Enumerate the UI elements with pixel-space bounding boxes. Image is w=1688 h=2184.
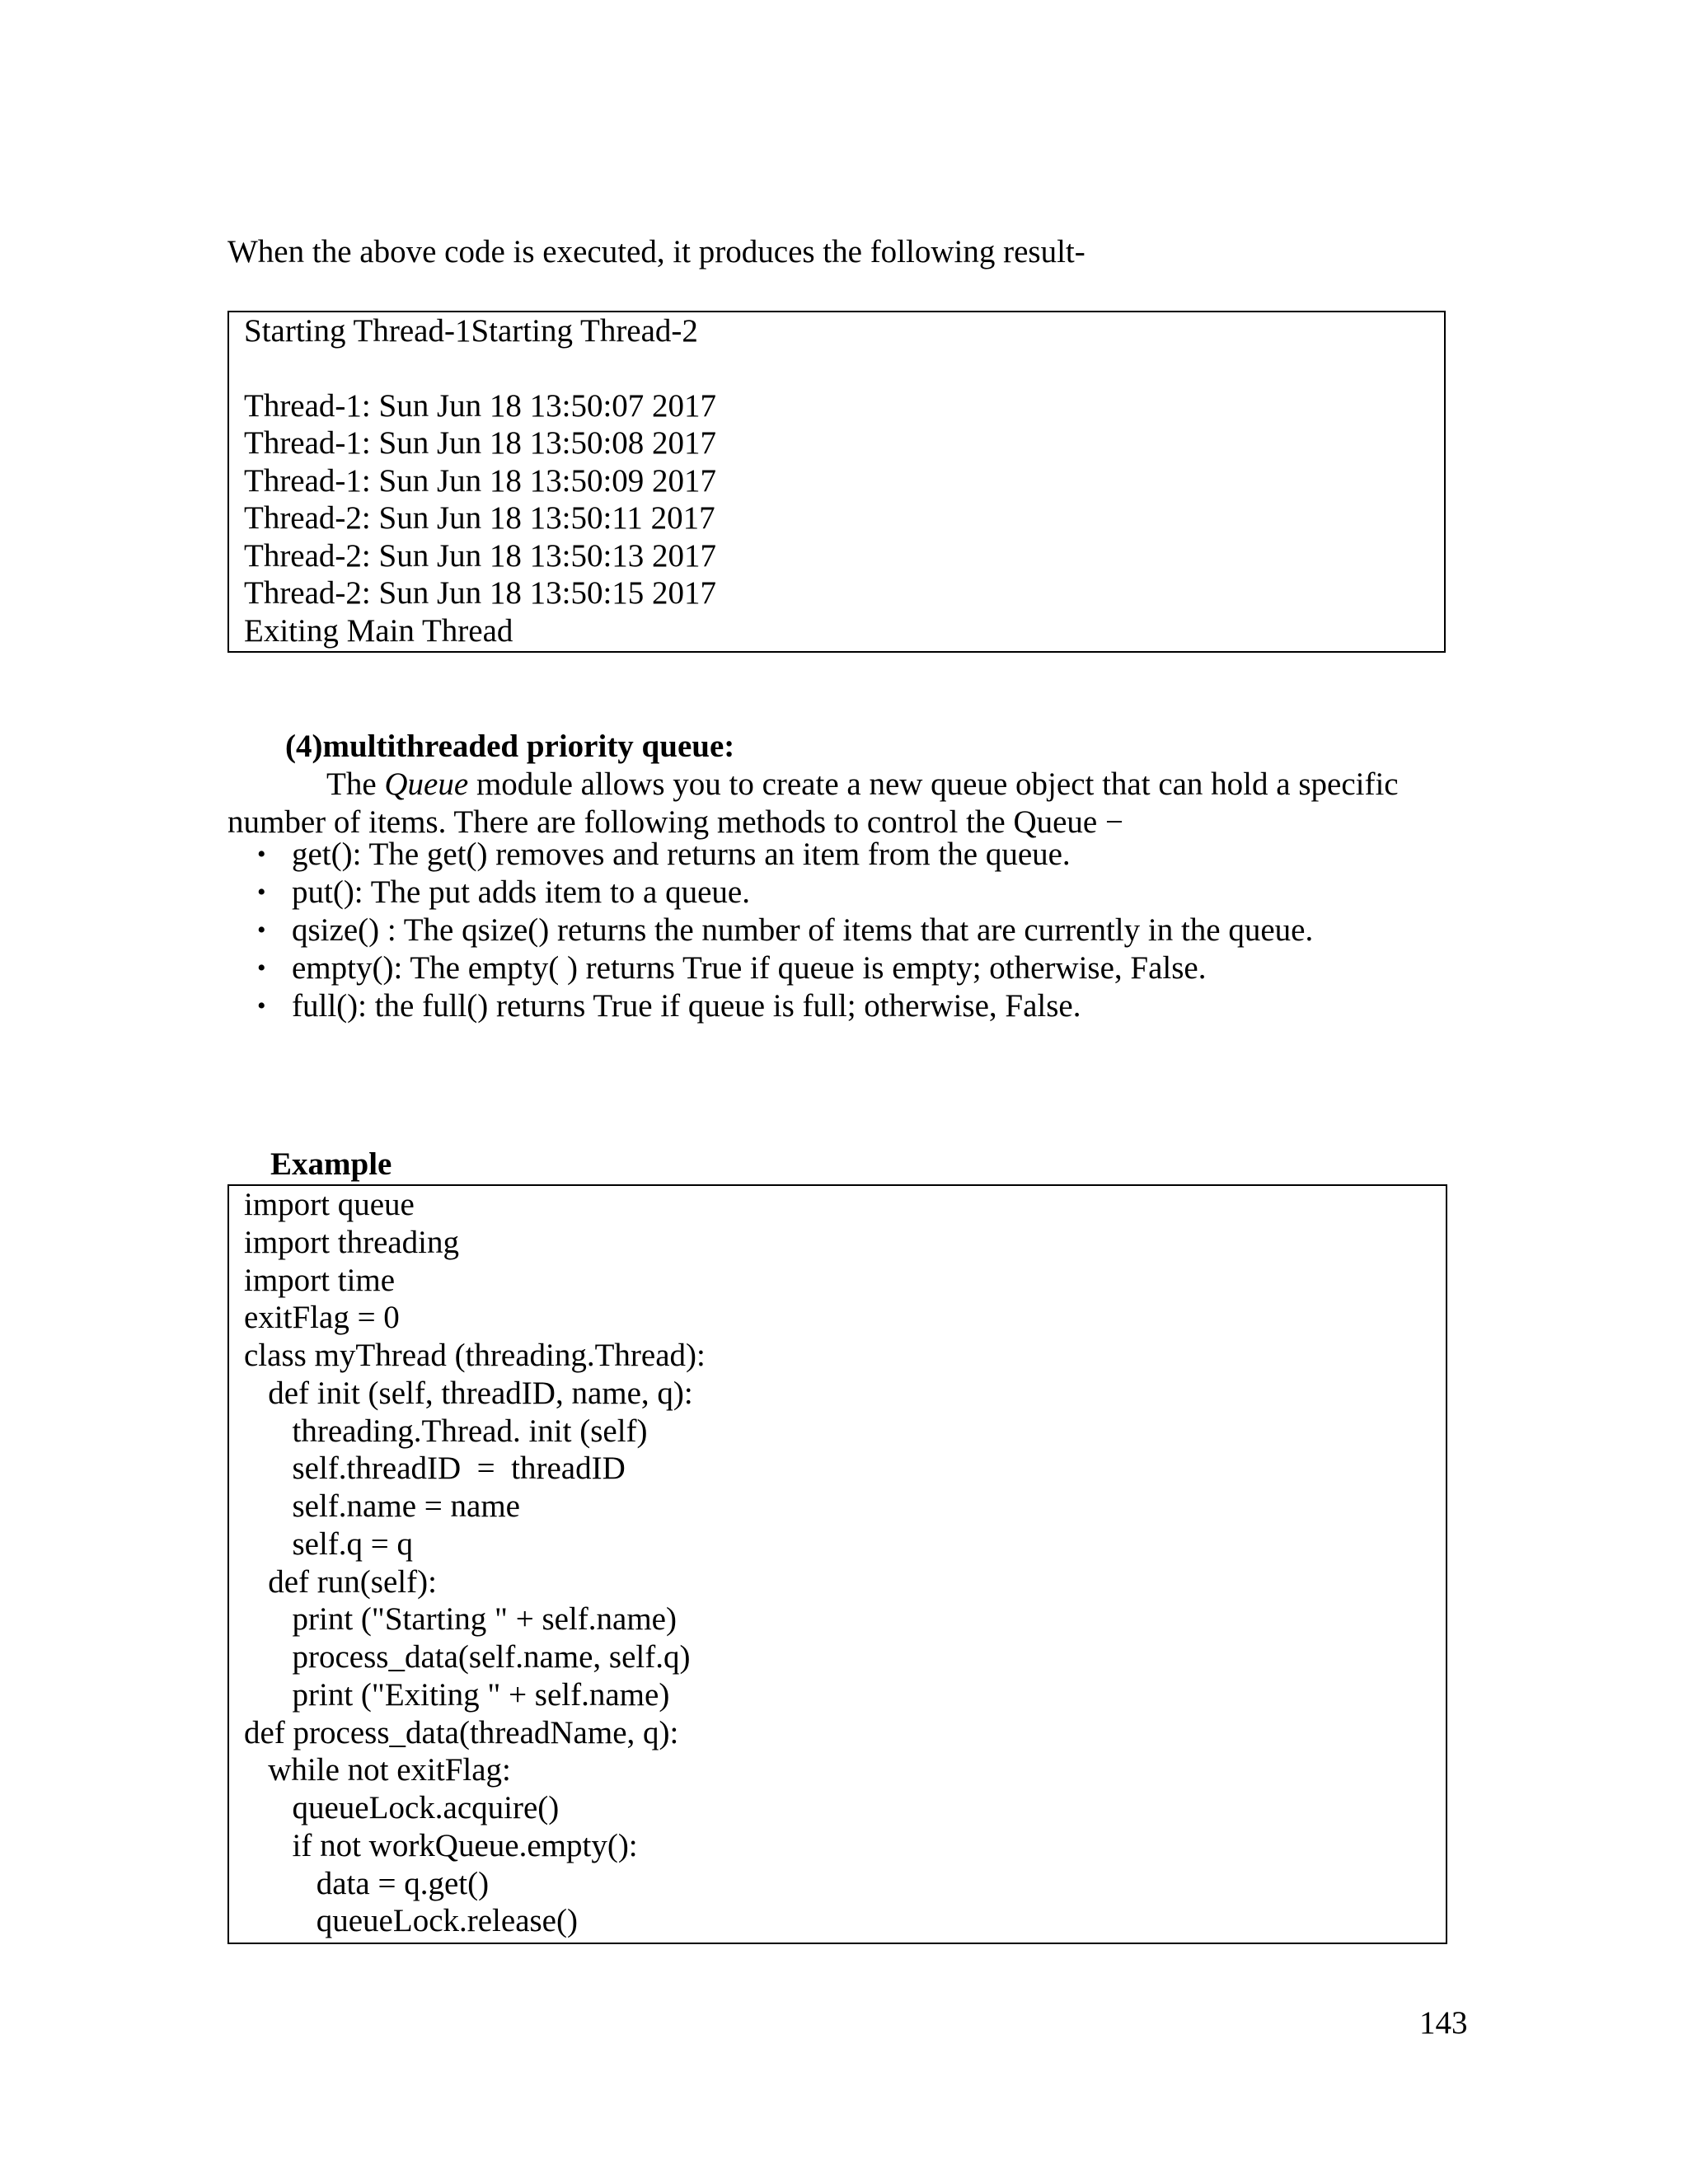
output-line: Thread-2: Sun Jun 18 13:50:13 2017 — [244, 538, 717, 574]
code-line: self.threadID = threadID — [244, 1451, 626, 1486]
list-item-text: empty(): The empty( ) returns True if queue is empty; otherwise, False. — [292, 950, 1207, 986]
code-line: while not exitFlag: — [244, 1752, 511, 1788]
code-line: self.name = name — [244, 1488, 520, 1524]
intro-text: When the above code is executed, it produces the following result- — [227, 234, 1085, 269]
bullet-icon: • — [257, 992, 266, 1019]
output-line: Thread-1: Sun Jun 18 13:50:08 2017 — [244, 425, 717, 461]
list-item-text: put(): The put adds item to a queue. — [292, 874, 750, 910]
list-item-text: full(): the full() returns True if queue is full; otherwise, False. — [292, 988, 1081, 1024]
code-line: print ("Starting " + self.name) — [244, 1601, 677, 1637]
section-paragraph-line-2: number of items. There are following methods to control the Queue − — [227, 804, 1123, 840]
output-box — [227, 311, 1446, 653]
code-line: print ("Exiting " + self.name) — [244, 1677, 670, 1713]
code-line: if not workQueue.empty(): — [244, 1828, 638, 1863]
list-item-text: qsize() : The qsize() returns the number of items that are currently in the queue. — [292, 912, 1314, 948]
code-line: self.q = q — [244, 1526, 414, 1562]
queue-module-name: Queue — [384, 766, 469, 802]
list-item — [257, 874, 1313, 912]
output-line: Thread-2: Sun Jun 18 13:50:15 2017 — [244, 575, 717, 611]
output-line: Thread-1: Sun Jun 18 13:50:09 2017 — [244, 463, 717, 499]
bullet-icon: • — [257, 879, 266, 906]
output-line: Starting Thread-1Starting Thread-2 — [244, 313, 698, 349]
methods-list — [257, 836, 1314, 1025]
code-line: class myThread (threading.Thread): — [244, 1338, 706, 1373]
para-post: module allows you to create a new queue object that can hold a specific — [468, 766, 1399, 802]
bullet-icon: • — [257, 841, 266, 868]
code-line: process_data(self.name, self.q) — [244, 1639, 691, 1675]
code-line: def init (self, threadID, name, q): — [244, 1376, 693, 1411]
bullet-icon: • — [257, 954, 266, 982]
output-line: Thread-2: Sun Jun 18 13:50:11 2017 — [244, 500, 715, 536]
page-number: 143 — [1419, 2005, 1468, 2041]
code-line: queueLock.acquire() — [244, 1790, 560, 1825]
list-item — [257, 987, 1313, 1025]
code-line: import threading — [244, 1225, 460, 1260]
output-line: Exiting Main Thread — [244, 613, 513, 649]
code-line: def process_data(threadName, q): — [244, 1715, 679, 1750]
list-item — [257, 912, 1314, 949]
code-line: queueLock.release() — [244, 1903, 578, 1938]
example-heading: Example — [270, 1146, 392, 1182]
output-line: Thread-1: Sun Jun 18 13:50:07 2017 — [244, 388, 717, 424]
list-item-text: get(): The get() removes and returns an item from the queue. — [292, 837, 1071, 872]
code-line: import queue — [244, 1187, 415, 1222]
code-line: threading.Thread. init (self) — [244, 1413, 648, 1449]
list-item — [257, 949, 1313, 987]
code-line: def run(self): — [244, 1564, 437, 1600]
section-heading: (4)multithreaded priority queue: — [285, 729, 735, 764]
code-box — [227, 1184, 1447, 1944]
code-line: exitFlag = 0 — [244, 1300, 400, 1335]
section-paragraph-line-1 — [326, 766, 1399, 804]
code-line: import time — [244, 1263, 396, 1298]
list-item — [257, 836, 1313, 874]
para-pre: The — [326, 766, 385, 802]
bullet-icon: • — [257, 916, 266, 944]
code-line: data = q.get() — [244, 1866, 490, 1901]
